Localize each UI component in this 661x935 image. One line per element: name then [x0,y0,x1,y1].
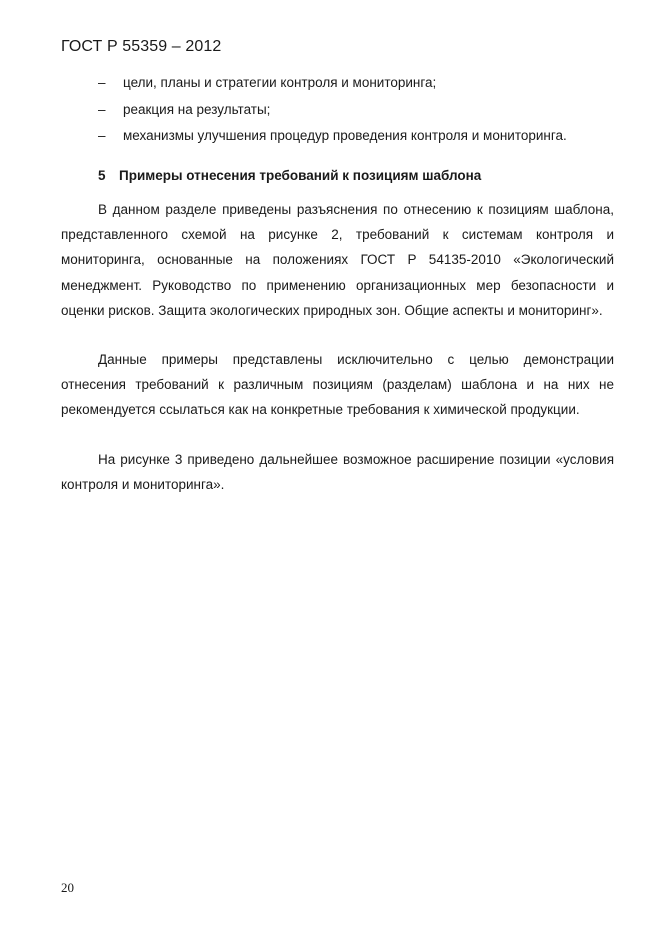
document-header: ГОСТ Р 55359 – 2012 [61,38,222,55]
section-heading [98,168,481,183]
list-item [98,101,270,118]
list-item [98,74,436,91]
page-number: 20 [61,880,74,895]
list-marker: – [98,75,106,90]
list-marker: – [98,102,106,117]
list-item-text: механизмы улучшения процедур проведения контроля и мониторинга. [123,128,567,143]
section-number: 5 [98,168,106,183]
paragraph: На рисунке 3 приведено дальнейшее возможное расширение позиции «условия контроля и мониторинга». [61,452,614,493]
list-marker: – [98,128,106,143]
paragraph: В данном разделе приведены разъяснения по отнесению к позициям шаблона, представленного схемой на рисунке 2, требований к системам контроля и мониторинга, основанные на положениях ГОСТ Р 54135-2010 «Экологический менеджмент. Руководство по применению организационных мер безопасности и оценки рисков. Защита экологических природных зон. Общие аспекты и мониторинг». [61,202,614,318]
list-item-text: цели, планы и стратегии контроля и мониторинга; [123,75,437,90]
list-item-text: реакция на результаты; [123,102,271,117]
list-item [98,127,567,144]
section-title: Примеры отнесения требований к позициям шаблона [119,168,482,183]
paragraph: Данные примеры представлены исключительно с целью демонстрации отнесения требований к различным позициям (разделам) шаблона и на них не рекомендуется ссылаться как на конкретные требования к химической продукции. [61,352,614,418]
